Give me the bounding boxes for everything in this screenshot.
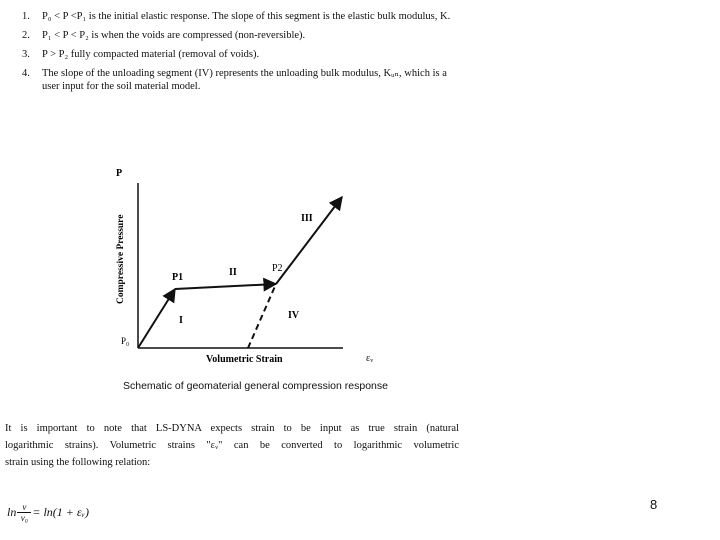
segment-iii-line (276, 197, 342, 284)
paragraph-line: logarithmic strains). Volumetric strains "εᵥ" can be converted to logarithmic volumetric (5, 440, 459, 451)
y-axis-symbol: P (116, 168, 123, 179)
segment-i-line (138, 289, 175, 348)
list-item (22, 10, 462, 23)
formula-numerator: v (22, 502, 27, 512)
list-number: 2. (22, 30, 30, 41)
paragraph-line: strain using the following relation: (5, 457, 151, 468)
segment-iii-label: III (301, 213, 313, 224)
segment-ii-line (175, 284, 276, 289)
segment-iv-line (248, 284, 276, 348)
formula-fraction (17, 502, 31, 523)
list-item (22, 29, 462, 42)
list-text: P > P₂ fully compacted material (removal of voids). (42, 49, 260, 60)
list-number: 3. (22, 49, 30, 60)
figure-caption: Schematic of geomaterial general compression response (123, 380, 388, 392)
paragraph-line: It is important to note that LS-DYNA expects strain to be input as true strain (natural (5, 423, 459, 434)
compression-schematic (108, 158, 408, 365)
list-text: The slope of the unloading segment (IV) represents the unloading bulk modulus, Kᵤₙ, which is a user input for the soil material model. (42, 68, 447, 92)
page-number: 8 (650, 497, 658, 512)
x-axis-symbol: εᵥ (366, 353, 374, 364)
y-axis-label: Compressive Pressure (116, 214, 126, 304)
x-axis-label: Volumetric Strain (206, 354, 283, 365)
point-p1-label: P1 (172, 272, 184, 283)
list-number: 4. (22, 68, 30, 79)
list-item (22, 67, 462, 93)
list-text: P₁ < P < P₂ is when the voids are compressed (non-reversible). (42, 30, 306, 41)
formula-denominator: v₀ (20, 513, 28, 523)
segment-iv-label: IV (288, 310, 300, 321)
log-strain-formula (7, 502, 89, 523)
segment-i-label: I (179, 315, 183, 326)
formula-rhs: = ln(1 + εᵥ) (32, 505, 89, 519)
list-number: 1. (22, 11, 30, 22)
body-paragraph (5, 420, 459, 471)
numbered-list (22, 10, 462, 99)
origin-label: P₀ (121, 336, 130, 346)
formula-ln: ln (7, 505, 17, 519)
point-p2-label: P2 (272, 263, 283, 274)
list-item (22, 48, 462, 61)
list-text: P₀ < P <P₁ is the initial elastic response. The slope of this segment is the elastic bulk modulus, K. (42, 11, 451, 22)
segment-ii-label: II (229, 267, 237, 278)
